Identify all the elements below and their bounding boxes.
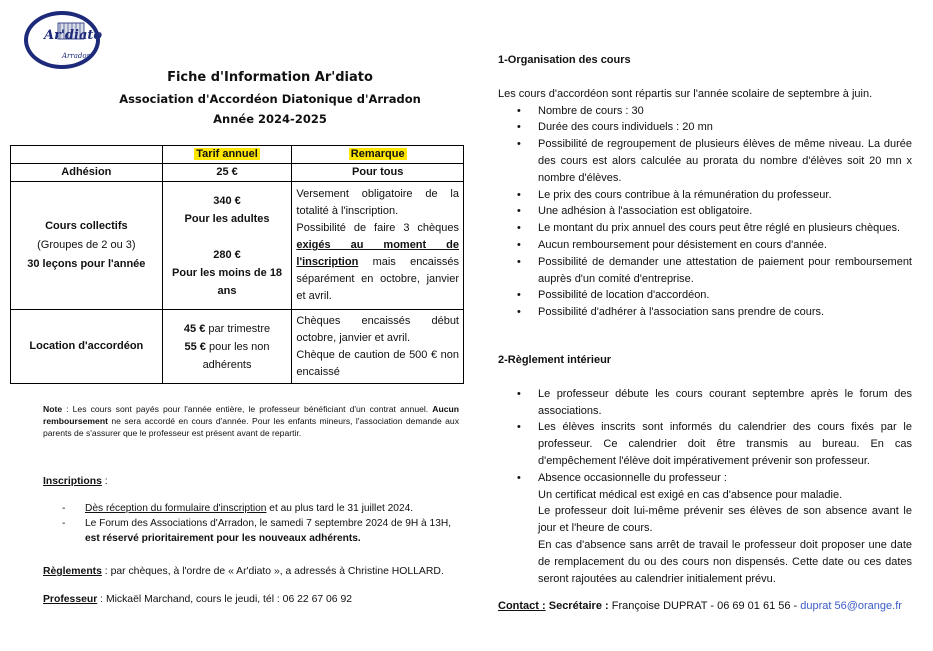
school-year: Année 2024-2025 xyxy=(213,112,327,126)
header-remarque: Remarque xyxy=(292,146,464,164)
list-item: • Durée des cours individuels : 20 mn xyxy=(498,119,912,136)
inscriptions-heading: Inscriptions : xyxy=(43,476,108,487)
location-label: Location d'accordéon xyxy=(11,310,163,384)
payment-note: Note : Les cours sont payés pour l'année entière, le professeur bénéficiant d'un contrat annuel. Aucun remboursement ne sera accordé en cours d'année. Pour les enfants mineurs, l'association demande aux parents de s'assurer que le professeur est présent avant de repartir. xyxy=(43,404,459,438)
list-item: • Le professeur débute les cours courant septembre après le forum des associations. xyxy=(498,386,912,420)
list-item: • Absence occasionnelle du professeur : Un certificat médical est exigé en cas d'absence pour maladie. Le professeur doit lui-même prévenir ses élèves de son absence avant le jour et l'heure de cours. En cas d'absence sans arrêt de travail le professeur doit proposer une date de remplacement du ou des cours non dispensés. Cette date ou ces dates seront rajoutées au calendrier initialement prévu. xyxy=(498,470,912,588)
header-tarif: Tarif annuel xyxy=(162,146,292,164)
organisation-heading: 1-Organisation des cours xyxy=(498,54,631,66)
reglement-list xyxy=(498,386,912,588)
inscriptions-list xyxy=(62,501,464,546)
contact-email-link[interactable]: duprat 56@orange.fr xyxy=(800,600,902,612)
ardiato-logo xyxy=(22,9,102,71)
contact-line: Contact : Secrétaire : Françoise DUPRAT - 06 69 01 61 56 - duprat 56@orange.fr xyxy=(498,600,902,612)
location-remarque: Chèques encaissés début octobre, janvier et avril. Chèque de caution de 500 € non encaissé xyxy=(292,310,464,384)
table-row-adhesion xyxy=(11,164,464,182)
svg-text:Arradon: Arradon xyxy=(62,52,92,60)
list-item: • Les élèves inscrits sont informés du calendrier des cours fixés par le professeur. Ce calendrier doit être transmis au bureau. En cas d'empêchement l'élève doit impérativement prévenir son professeur. xyxy=(498,419,912,469)
list-item: - Dès réception du formulaire d'inscription et au plus tard le 31 juillet 2024. xyxy=(62,501,464,516)
table-row-location xyxy=(11,310,464,384)
list-item: • Nombre de cours : 30 xyxy=(498,103,912,120)
organisation-section xyxy=(498,52,912,321)
location-tarif: 45 € par trimestre 55 € pour les non adhérents xyxy=(162,310,292,384)
header-empty xyxy=(11,146,163,164)
list-item: • Possibilité d'adhérer à l'association sans prendre de cours. xyxy=(498,304,912,321)
organisation-intro: Les cours d'accordéon sont répartis sur l'année scolaire de septembre à juin. xyxy=(498,87,873,100)
association-name: Association d'Accordéon Diatonique d'Arradon xyxy=(119,92,421,106)
professeur-line: Professeur : Mickaël Marchand, cours le jeudi, tél : 06 22 67 06 92 xyxy=(43,594,353,605)
adhesion-label: Adhésion xyxy=(11,164,163,182)
list-item: • Possibilité de demander une attestation de paiement pour remboursement auprès d'un comité d'entreprise. xyxy=(498,254,912,288)
document-title: Fiche d'Information Ar'diato xyxy=(167,70,373,85)
list-item: - Le Forum des Associations d'Arradon, le samedi 7 septembre 2024 de 9H à 13H, est réservé prioritairement pour les nouveaux adhérents. xyxy=(62,516,464,546)
cours-tarif: 340 € Pour les adultes 280 € Pour les moins de 18 ans xyxy=(162,182,292,310)
list-item: • Possibilité de regroupement de plusieurs élèves de même niveau. La durée des cours est alors calculée au prorata du nombre d'élèves soit 20 mn x nombre d'élèves. xyxy=(498,136,912,186)
list-item: • Une adhésion à l'association est obligatoire. xyxy=(498,203,912,220)
list-item: • Aucun remboursement pour désistement en cours d'année. xyxy=(498,237,912,254)
adhesion-remarque: Pour tous xyxy=(292,164,464,182)
table-row-cours xyxy=(11,182,464,310)
list-item: • Le montant du prix annuel des cours peut être réglé en plusieurs chèques. xyxy=(498,220,912,237)
adhesion-tarif: 25 € xyxy=(162,164,292,182)
cours-label: Cours collectifs (Groupes de 2 ou 3) 30 leçons pour l'année xyxy=(11,182,163,310)
cours-remarque: Versement obligatoire de la totalité à l'inscription. Possibilité de faire 3 chèques exigés au moment de l'inscription mais encaissés séparément en octobre, janvier et avril. xyxy=(292,182,464,310)
reglements-line: Règlements : par chèques, à l'ordre de « Ar'diato », a adressés à Christine HOLLARD. xyxy=(43,566,444,577)
list-item: • Possibilité de location d'accordéon. xyxy=(498,287,912,304)
svg-text:Ar'diato: Ar'diato xyxy=(44,28,102,43)
fees-table xyxy=(10,145,464,384)
organisation-list xyxy=(498,103,912,321)
list-item: • Le prix des cours contribue à la rémunération du professeur. xyxy=(498,187,912,204)
table-header-row xyxy=(11,146,464,164)
reglement-interieur-section xyxy=(498,352,912,587)
reglement-interieur-heading: 2-Règlement intérieur xyxy=(498,354,612,366)
